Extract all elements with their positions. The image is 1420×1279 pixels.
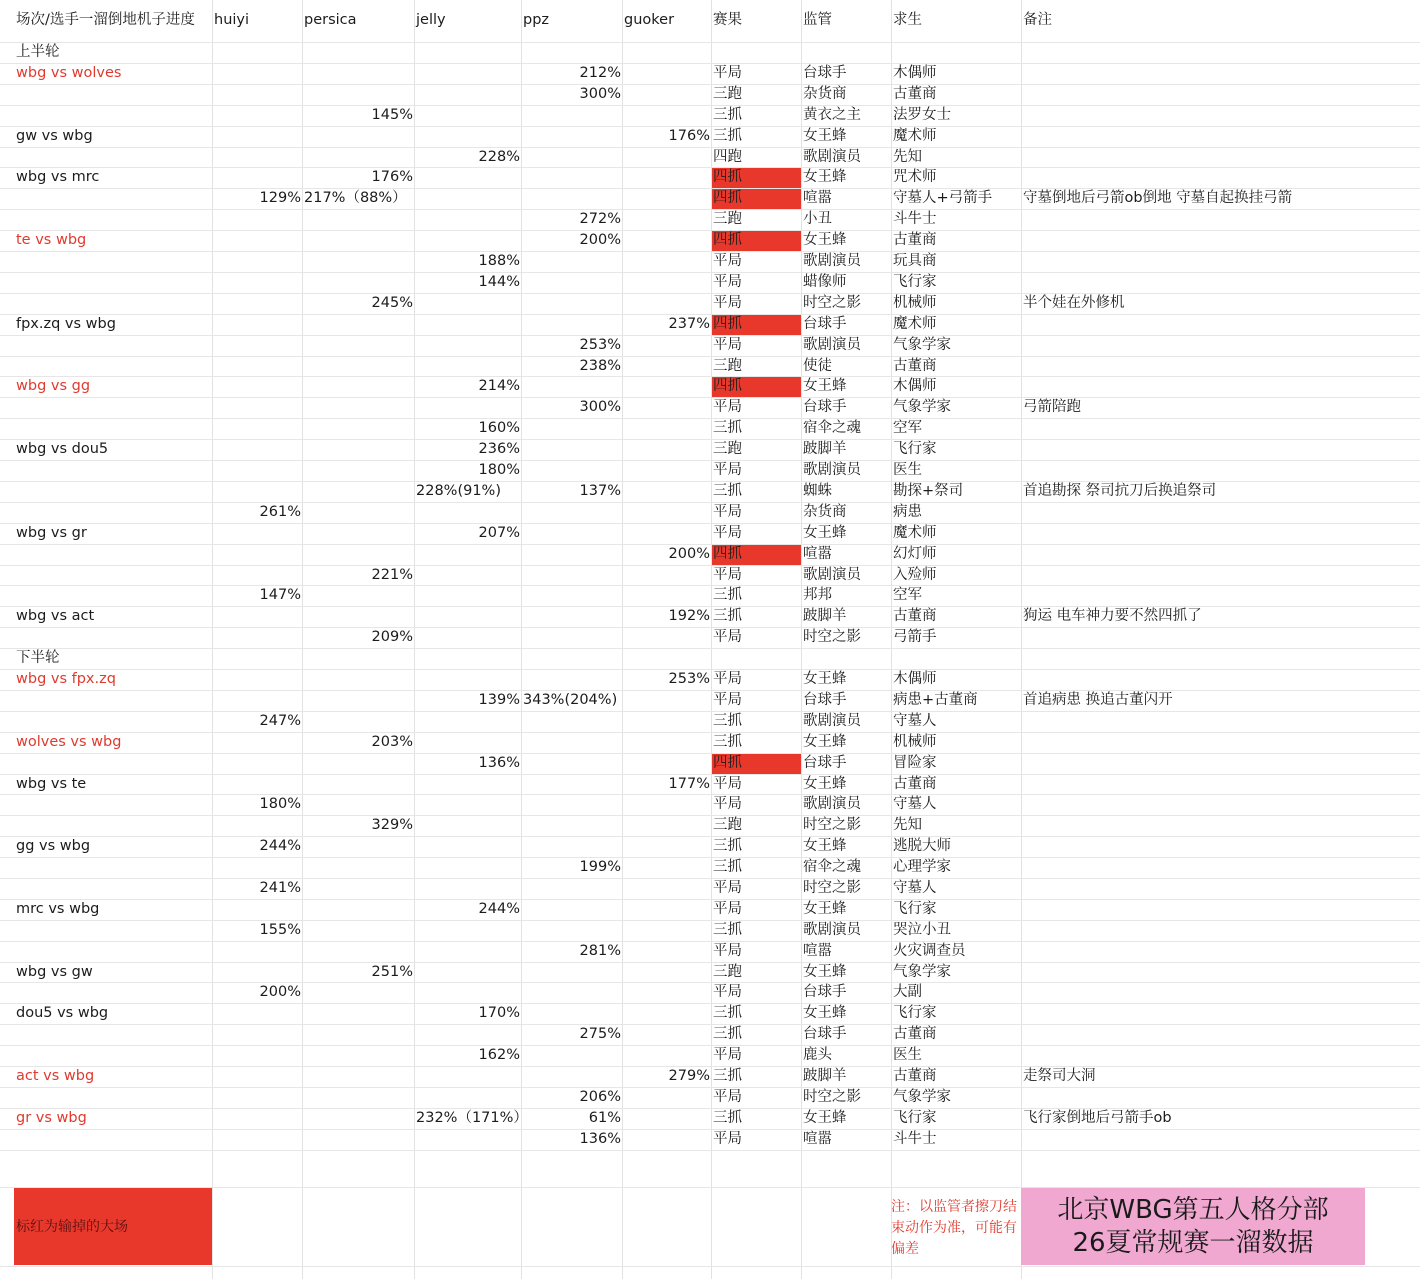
header-result: 赛果 [713,12,742,28]
progress-huiyi: 241% [259,880,301,896]
hunter-cell: 女王蜂 [803,1005,847,1021]
survivor-cell: 守墓人+弓箭手 [893,190,993,206]
progress-jelly: 214% [478,378,520,394]
result-cell: 三抓 [713,838,742,854]
progress-persica: 251% [371,964,413,980]
banner-line-2: 26夏常规赛一溜数据 [1072,1227,1314,1258]
hunter-cell: 小丑 [803,211,832,227]
survivor-cell: 医生 [893,1047,922,1063]
hunter-cell: 台球手 [803,65,847,81]
hunter-cell: 歌剧演员 [803,337,861,353]
survivor-cell: 气象学家 [893,1089,951,1105]
progress-persica: 245% [371,295,413,311]
note-cell: 走祭司大洞 [1023,1068,1096,1084]
progress-ppz: 300% [579,86,621,102]
progress-ppz: 272% [579,211,621,227]
hunter-cell: 喧嚣 [803,943,832,959]
hunter-cell: 女王蜂 [803,901,847,917]
survivor-cell: 木偶师 [893,671,937,687]
survivor-cell: 玩具商 [893,253,937,269]
result-cell: 平局 [713,943,742,959]
hunter-cell: 杂货商 [803,86,847,102]
hunter-cell: 黄衣之主 [803,107,861,123]
result-cell: 三抓 [713,587,742,603]
survivor-cell: 气象学家 [893,337,951,353]
progress-ppz: 61% [588,1110,621,1126]
survivor-cell: 飞行家 [893,274,937,290]
hunter-cell: 女王蜂 [803,232,847,248]
result-cell: 三跑 [713,817,742,833]
match-name: wbg vs gg [16,378,91,394]
match-name: wolves vs wbg [16,734,122,750]
header-huiyi: huiyi [214,12,250,28]
match-name: gg vs wbg [16,838,91,854]
hunter-cell: 女王蜂 [803,1110,847,1126]
result-cell: 三抓 [713,734,742,750]
result-cell: 平局 [713,1131,742,1147]
survivor-cell: 法罗女士 [893,107,951,123]
progress-jelly: 160% [478,420,520,436]
survivor-cell: 咒术师 [893,169,937,185]
grid-row-line [0,209,1420,210]
note-cell: 飞行家倒地后弓箭手ob [1023,1110,1172,1126]
progress-ppz: 136% [579,1131,621,1147]
survivor-cell: 机械师 [893,734,937,750]
grid-row-line [0,857,1420,858]
progress-huiyi: 247% [259,713,301,729]
hunter-cell: 台球手 [803,316,847,332]
survivor-cell: 气象学家 [893,399,951,415]
hunter-cell: 台球手 [803,984,847,1000]
progress-huiyi: 180% [259,796,301,812]
result-cell: 平局 [713,253,742,269]
hunter-cell: 台球手 [803,755,847,771]
grid-row-line [0,1024,1420,1025]
survivor-cell: 机械师 [893,295,937,311]
result-cell: 平局 [713,1047,742,1063]
grid-row-line [0,418,1420,419]
result-cell: 平局 [713,399,742,415]
survivor-cell: 守墓人 [893,713,937,729]
result-cell: 平局 [713,295,742,311]
progress-guoker: 237% [668,316,710,332]
survivor-cell: 古董商 [893,232,937,248]
hunter-cell: 时空之影 [803,1089,861,1105]
progress-jelly: 232%（171%） [416,1110,528,1126]
result-cell: 三抓 [713,1005,742,1021]
match-name: gw vs wbg [16,128,93,144]
survivor-cell: 先知 [893,149,922,165]
progress-guoker: 253% [668,671,710,687]
title-banner [1021,1188,1365,1265]
grid-row-line [0,42,1420,43]
survivor-cell: 弓箭手 [893,629,937,645]
hunter-cell: 女王蜂 [803,128,847,144]
survivor-cell: 逃脱大师 [893,838,951,854]
progress-huiyi: 129% [259,190,301,206]
progress-huiyi: 155% [259,922,301,938]
header-jelly: jelly [416,12,446,28]
result-cell: 四抓 [713,755,742,771]
grid-row-line [0,565,1420,566]
survivor-cell: 飞行家 [893,1005,937,1021]
grid-row-line [0,753,1420,754]
progress-ppz: 275% [579,1026,621,1042]
grid-row-line [0,899,1420,900]
hunter-cell: 蜡像师 [803,274,847,290]
hunter-cell: 喧嚣 [803,1131,832,1147]
progress-jelly: 244% [478,901,520,917]
result-cell: 平局 [713,692,742,708]
result-cell: 平局 [713,274,742,290]
result-cell: 三抓 [713,128,742,144]
hunter-cell: 邦邦 [803,587,832,603]
survivor-cell: 哭泣小丑 [893,922,951,938]
survivor-cell: 古董商 [893,358,937,374]
progress-jelly: 228% [478,149,520,165]
progress-ppz: 343%(204%) [523,692,618,708]
result-cell: 三抓 [713,483,742,499]
hunter-cell: 歌剧演员 [803,462,861,478]
note-cell: 首追勘探 祭司抗刀后换追祭司 [1023,483,1217,499]
grid-row-line [0,627,1420,628]
survivor-cell: 守墓人 [893,796,937,812]
progress-jelly: 136% [478,755,520,771]
hunter-cell: 蜘蛛 [803,483,832,499]
match-name: wbg vs mrc [16,169,100,185]
grid-row-line [0,84,1420,85]
survivor-cell: 空军 [893,587,922,603]
section-first-half: 上半轮 [16,44,60,60]
grid-row-line [0,1150,1420,1151]
match-name: wbg vs wolves [16,65,122,81]
header-ppz: ppz [523,12,550,28]
grid-row-line [0,941,1420,942]
grid-row-line [0,815,1420,816]
note-cell: 半个娃在外修机 [1023,295,1125,311]
match-name: mrc vs wbg [16,901,100,917]
result-cell: 四抓 [713,316,742,332]
match-name: gr vs wbg [16,1110,87,1126]
note-cell: 首追病患 换追古董闪开 [1023,692,1173,708]
survivor-cell: 魔术师 [893,316,937,332]
survivor-cell: 守墓人 [893,880,937,896]
result-cell: 三抓 [713,713,742,729]
result-cell: 平局 [713,776,742,792]
footnote: 注：以监管者擦刀结束动作为准，可能有偏差 [891,1199,1017,1257]
progress-huiyi: 200% [259,984,301,1000]
progress-huiyi: 147% [259,587,301,603]
result-cell: 平局 [713,1089,742,1105]
hunter-cell: 时空之影 [803,629,861,645]
survivor-cell: 入殓师 [893,567,937,583]
progress-persica: 209% [371,629,413,645]
progress-jelly: 162% [478,1047,520,1063]
note-cell: 守墓倒地后弓箭ob倒地 守墓自起换挂弓箭 [1023,190,1293,206]
grid-row-line [0,1129,1420,1130]
progress-ppz: 281% [579,943,621,959]
progress-ppz: 300% [579,399,621,415]
result-cell: 四跑 [713,149,742,165]
result-cell: 四抓 [713,232,742,248]
progress-jelly: 228%(91%) [416,483,501,499]
hunter-cell: 台球手 [803,692,847,708]
survivor-cell: 飞行家 [893,1110,937,1126]
result-cell: 四抓 [713,169,742,185]
hunter-cell: 跛脚羊 [803,608,847,624]
grid-row-line [0,230,1420,231]
hunter-cell: 跛脚羊 [803,441,847,457]
progress-persica: 203% [371,734,413,750]
grid-row-line [0,1266,1420,1267]
result-cell: 平局 [713,65,742,81]
progress-ppz: 200% [579,232,621,248]
hunter-cell: 时空之影 [803,817,861,833]
progress-ppz: 206% [579,1089,621,1105]
grid-row-line [0,105,1420,106]
survivor-cell: 魔术师 [893,128,937,144]
header-persica: persica [304,12,357,28]
hunter-cell: 女王蜂 [803,734,847,750]
survivor-cell: 病患+古董商 [893,692,978,708]
progress-guoker: 177% [668,776,710,792]
survivor-cell: 火灾调查员 [893,943,966,959]
survivor-cell: 空军 [893,420,922,436]
result-cell: 平局 [713,880,742,896]
survivor-cell: 勘探+祭司 [893,483,964,499]
result-cell: 三抓 [713,922,742,938]
grid-row-line [0,147,1420,148]
progress-huiyi: 261% [259,504,301,520]
result-cell: 三跑 [713,358,742,374]
progress-guoker: 279% [668,1068,710,1084]
match-name: fpx.zq vs wbg [16,316,116,332]
survivor-cell: 古董商 [893,86,937,102]
grid-row-line [0,167,1420,168]
hunter-cell: 鹿头 [803,1047,832,1063]
header-match: 场次/选手一溜倒地机子进度 [16,12,195,28]
match-name: wbg vs gr [16,525,87,541]
hunter-cell: 女王蜂 [803,525,847,541]
survivor-cell: 古董商 [893,608,937,624]
result-cell: 三跑 [713,441,742,457]
progress-persica: 145% [371,107,413,123]
survivor-cell: 冒险家 [893,755,937,771]
result-cell: 三抓 [713,420,742,436]
note-cell: 狗运 电车神力要不然四抓了 [1023,608,1202,624]
match-name: te vs wbg [16,232,87,248]
result-cell: 三跑 [713,964,742,980]
survivor-cell: 魔术师 [893,525,937,541]
grid-row-line [0,1045,1420,1046]
match-name: wbg vs act [16,608,95,624]
grid-row-line [0,251,1420,252]
grid-row-line [0,1003,1420,1004]
progress-persica: 176% [371,169,413,185]
result-cell: 三抓 [713,1110,742,1126]
hunter-cell: 歌剧演员 [803,567,861,583]
progress-ppz: 137% [579,483,621,499]
progress-ppz: 253% [579,337,621,353]
survivor-cell: 古董商 [893,1068,937,1084]
header-note: 备注 [1023,12,1052,28]
progress-guoker: 176% [668,128,710,144]
survivor-cell: 木偶师 [893,378,937,394]
hunter-cell: 台球手 [803,399,847,415]
result-cell: 四抓 [713,546,742,562]
legend-label: 标红为输掉的大场 [16,1219,128,1235]
grid-row-line [0,272,1420,273]
grid-row-line [0,460,1420,461]
result-cell: 三抓 [713,107,742,123]
match-name: dou5 vs wbg [16,1005,109,1021]
result-cell: 平局 [713,462,742,478]
progress-ppz: 199% [579,859,621,875]
result-cell: 四抓 [713,378,742,394]
progress-guoker: 192% [668,608,710,624]
header-hunter: 监管 [803,12,832,28]
result-cell: 平局 [713,796,742,812]
hunter-cell: 喧嚣 [803,190,832,206]
grid-row-line [0,523,1420,524]
note-cell: 弓箭陪跑 [1023,399,1081,415]
section-second-half: 下半轮 [16,650,60,666]
grid-row-line [0,962,1420,963]
progress-jelly: 170% [478,1005,520,1021]
result-cell: 三抓 [713,859,742,875]
result-cell: 四抓 [713,190,742,206]
survivor-cell: 先知 [893,817,922,833]
survivor-cell: 古董商 [893,1026,937,1042]
result-cell: 平局 [713,901,742,917]
survivor-cell: 大副 [893,984,922,1000]
hunter-cell: 女王蜂 [803,964,847,980]
progress-guoker: 200% [668,546,710,562]
hunter-cell: 歌剧演员 [803,149,861,165]
progress-jelly: 236% [478,441,520,457]
result-cell: 平局 [713,629,742,645]
survivor-cell: 气象学家 [893,964,951,980]
match-name: wbg vs gw [16,964,93,980]
result-cell: 三跑 [713,211,742,227]
match-name: wbg vs dou5 [16,441,109,457]
match-name: wbg vs te [16,776,87,792]
hunter-cell: 女王蜂 [803,378,847,394]
hunter-cell: 女王蜂 [803,838,847,854]
grid-row-line [0,63,1420,64]
banner-line-1: 北京WBG第五人格分部 [1057,1194,1329,1225]
header-guoker: guoker [624,12,675,28]
match-name: act vs wbg [16,1068,95,1084]
result-cell: 平局 [713,337,742,353]
hunter-cell: 歌剧演员 [803,922,861,938]
hunter-cell: 女王蜂 [803,671,847,687]
hunter-cell: 宿伞之魂 [803,859,861,875]
progress-jelly: 139% [478,692,520,708]
hunter-cell: 跛脚羊 [803,1068,847,1084]
hunter-cell: 宿伞之魂 [803,420,861,436]
result-cell: 平局 [713,671,742,687]
progress-ppz: 238% [579,358,621,374]
hunter-cell: 台球手 [803,1026,847,1042]
header-survivor: 求生 [893,12,922,28]
survivor-cell: 飞行家 [893,901,937,917]
survivor-cell: 医生 [893,462,922,478]
grid-row-line [0,648,1420,649]
survivor-cell: 木偶师 [893,65,937,81]
result-cell: 平局 [713,525,742,541]
hunter-cell: 时空之影 [803,295,861,311]
progress-persica: 221% [371,567,413,583]
grid-row-line [0,335,1420,336]
match-name: wbg vs fpx.zq [16,671,116,687]
progress-jelly: 188% [478,253,520,269]
result-cell: 三抓 [713,1068,742,1084]
grid-row-line [0,356,1420,357]
grid-row-line [0,439,1420,440]
hunter-cell: 杂货商 [803,504,847,520]
survivor-cell: 古董商 [893,776,937,792]
grid-row-line [0,1087,1420,1088]
result-cell: 平局 [713,567,742,583]
grid-row-line [0,376,1420,377]
grid-row-line [0,732,1420,733]
progress-ppz: 212% [579,65,621,81]
hunter-cell: 歌剧演员 [803,253,861,269]
result-cell: 三抓 [713,608,742,624]
hunter-cell: 女王蜂 [803,776,847,792]
survivor-cell: 斗牛士 [893,1131,937,1147]
result-cell: 三跑 [713,86,742,102]
progress-jelly: 180% [478,462,520,478]
hunter-cell: 女王蜂 [803,169,847,185]
progress-persica: 329% [371,817,413,833]
result-cell: 三抓 [713,1026,742,1042]
hunter-cell: 使徒 [803,358,832,374]
result-cell: 平局 [713,984,742,1000]
hunter-cell: 喧嚣 [803,546,832,562]
progress-jelly: 207% [478,525,520,541]
hunter-cell: 歌剧演员 [803,796,861,812]
hunter-cell: 时空之影 [803,880,861,896]
survivor-cell: 心理学家 [893,859,951,875]
hunter-cell: 歌剧演员 [803,713,861,729]
survivor-cell: 飞行家 [893,441,937,457]
survivor-cell: 斗牛士 [893,211,937,227]
progress-persica: 217%（88%） [304,190,407,206]
survivor-cell: 幻灯师 [893,546,937,562]
progress-huiyi: 244% [259,838,301,854]
progress-jelly: 144% [478,274,520,290]
survivor-cell: 病患 [893,504,922,520]
result-cell: 平局 [713,504,742,520]
